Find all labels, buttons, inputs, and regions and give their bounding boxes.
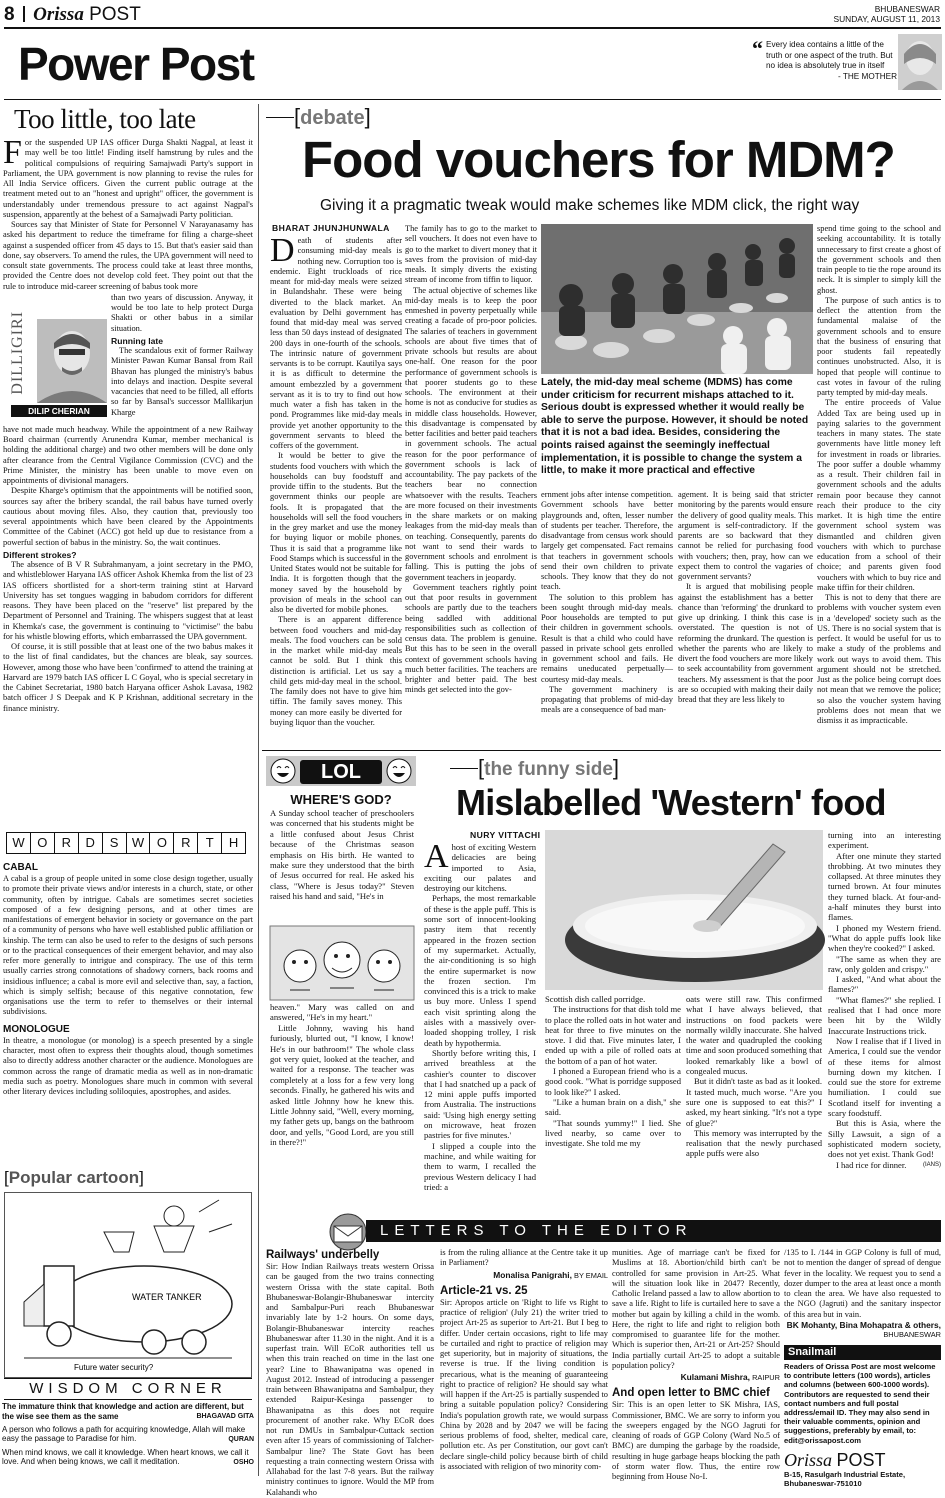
- term-monologue: MONOLOGUE: [3, 1023, 70, 1035]
- footer-logo: [784, 1450, 941, 1470]
- para: Of course, it is still possible that at least one of the two babus makes it to the list of final candidates, but the chances are bleak, say sources. However, among those who have been 'confirmed' to attend the training at Harvard are 1979 batch IAS officer L C Goyal, who is special secretary in the Cabinet Secretariat, 1980 batch Haryana officer Ashok Lavasa, 1982 batch officer J S Deepak and K P Krishnan, additional secretary in the finance ministry.: [3, 642, 253, 713]
- cartoon-image: [4, 1192, 252, 1378]
- para: The solution to this problem has been sought through mid-day meals. Poor households are tempted to put their children in government schools. Result is that a child who could have passed in private school gets enrolled in government school and fails. He remains uneducated perpetually—courtesy mid-day meals.: [541, 592, 673, 684]
- para: The instructions for that dish told me to place the rolled oats in hot water and heat for three to five minutes on the stove. I did that. Five minutes later, I ended up with a pile of rolled oats at the bottom of a pan of hot water.: [545, 1004, 681, 1066]
- quote-box: [752, 38, 897, 90]
- para: have not made much headway. While the appointment of a new Railway Board chairman (currently Arunendra Kumar, member mechanical is holding the additional charge) and two other members will be done only after clearance from the Central Vigilance Commission (CVC) and the Prime Minister, the ministry has been unable to move even on appointments of divisional managers.: [3, 424, 253, 485]
- para: But it didn't taste as bad as it looked. It tasted much, much worse. "Are you sure one is supposed to eat this?" I asked, my heart sinking. "It's not a type of glue?": [686, 1076, 822, 1128]
- left-column-title: Too little, too late: [14, 104, 196, 134]
- drop-cap: A: [424, 838, 449, 875]
- photo-caption: Lately, the mid-day meal scheme (MDMS) has come under criticism for recurrent mishaps attached to it. Serious doubt is expressed whether it would really be able to serve the purpose. However, it should be noted that it is not a bad idea. Besides, considering the points raised against the seemingly ineffectual implementation, it is possible to change the system a little, to make it more practical and effective: [541, 377, 809, 477]
- drop-cap: F: [3, 134, 22, 171]
- letters-banner: LETTERS TO THE EDITOR: [366, 1220, 941, 1242]
- para: agement. It is being said that stricter monitoring by the parents would ensure the delivery of good quality meals. This argument is self-contradictory. If the parents are so backward that they cannot be relied for purchasing food with vouchers; then, pray, how can we expect them to control the vagaries of government servants?: [678, 490, 813, 581]
- funny-tag: [the funny side]: [450, 755, 619, 783]
- para: I phoned my Western friend. "What do apple puffs look like when they're cooked?" I asked.: [828, 922, 941, 954]
- snailmail-email[interactable]: edit@orissapost.com: [784, 1435, 862, 1445]
- letter-headline: Article-21 vs. 25: [440, 1284, 528, 1297]
- lol-illustration: [270, 926, 414, 1000]
- para: is from the ruling alliance at the Centre take it up in Parliament?: [440, 1248, 608, 1268]
- wisdom-quote: A person who follows a path for acquiring knowledge, Allah will make easy the passage to Paradise for him.: [2, 1424, 246, 1444]
- cartoon-title-text: Popular cartoon: [8, 1168, 140, 1187]
- para: But this is Asia, where the Silly Lawsuit, a sign of a sophisticated modern society, does not yet exist. Thank God!: [828, 1118, 941, 1160]
- wordsworth-letter: O: [31, 833, 55, 853]
- para: The absence of B V R Subrahmanyam, a joint secretary in the PMO, and whistleblower Haryana IAS officer Ashok Khemka from the list of 23 IAS officers shortlisted for a short-term training stint at Harvard University has set tongues wagging in babudom corridors for different reasons. They have been placed on the "reserve" list prepared by the Department of Personnel and Training. The whispers suggest that at least in Khemka's case, the government is continuing to "victimise" the babu for his whistle blowing efforts, which embarrassed the UPA government.: [3, 560, 253, 641]
- funny-col-1: [424, 838, 536, 1214]
- para: After one minute they started throbbing. At two minutes they collapsed. At three minutes they turned brown. At four minutes they turned black. At four-and-a-half minutes they burst into flames.: [828, 850, 941, 923]
- letter-headline: Railways' underbelly: [266, 1249, 380, 1261]
- wisdom-quote: The immature think that knowledge and action are different, but the wise see them as the same: [2, 1402, 244, 1421]
- letter-col-4: [784, 1248, 941, 1489]
- wisdom-title: WISDOM CORNER: [4, 1378, 252, 1400]
- funny-headline: Mislabelled 'Western' food: [456, 782, 886, 823]
- debate-author: BHARAT JHUNJHUNWALA: [272, 223, 390, 233]
- laughing-face-icon: [270, 758, 296, 784]
- brand-orissa: Orissa: [33, 4, 84, 25]
- wordsworth-letter: T: [198, 833, 222, 853]
- lol-badge: LOL: [300, 760, 382, 784]
- para: The scandalous exit of former Railway Minister Pawan Kumar Bansal from Rail Bhavan has plunged the ministry's babus into delays and inaction. Despite several vacancies that need to be filled, all efforts so far by Bansal's successor Mallikarjun Kharge: [111, 346, 253, 417]
- debate-col-5: [817, 224, 941, 746]
- letter-signature: Monalisa Panigrahi,: [493, 1269, 572, 1280]
- wordsworth-banner: [6, 832, 246, 854]
- funny-col-3: [686, 994, 822, 1214]
- cartoon-caption: Future water security?: [74, 1363, 154, 1372]
- para: Government teachers rightly point out that poor results in government schools are partly due to the teachers being saddled with additional responsibilities such as collection of census data. The problem is genuine. But this has to be seen in the overall context of government schools having much better facilities. The teachers are brighter and better paid. The best minds get selected into the gov-: [405, 582, 537, 695]
- para: /135 to I. /144 in GGP Colony is full of mud, not to mention the danger of spread of dengue fever in the locality. We request you to send a dozer dumper to the area at least once a month to clean the area. We have also requested to the NGO (Jagruti) and the sanitary inspector of this area but in vain.: [784, 1248, 941, 1319]
- para: Little Johnny, waving his hand furiously, blurted out, "I know, I know! He's in our bathroom!" The whole class got very quiet, looked at the teacher, and waited for a response. The teacher was completely at a loss for a few very long seconds. Finally, he gathered his wits and asked little Johnny how he knew this. Little Johnny said, "Well, every morning, my father gets up, bangs on the bathroom door, and yells, "Good Lord, are you still in there?!": [270, 1022, 414, 1148]
- footer-brand-post: POST: [836, 1449, 886, 1470]
- column-divider: [258, 104, 259, 1476]
- author-portrait: [37, 319, 107, 403]
- wordsworth-letter: D: [79, 833, 103, 853]
- term-cabal: CABAL: [3, 862, 38, 873]
- footer-address-1: B-15, Rasulgarh Industrial Estate,: [784, 1469, 906, 1479]
- para: oats were still raw. This confirmed what I have always believed, that instructions on food packets were normally wildly inaccurate. She halved the water and quadrupled the cooking time and soon produced something that looked remarkably like a bowl of congealed mucus.: [686, 994, 822, 1077]
- debate-tag: [debate]: [266, 104, 371, 131]
- para: turning into an interesting experiment.: [828, 830, 941, 851]
- page-number: 8: [4, 4, 15, 25]
- debate-col-4: [678, 490, 813, 746]
- quote-mark-icon: “: [752, 36, 763, 61]
- para: The government machinery is propagating that problems of mid-day meals are a consequence of bad man-: [541, 684, 673, 715]
- brand-post: POST: [89, 4, 141, 25]
- para: The purpose of such antics is to deflect the attention from the fundamental malaise of the government schools and to ensure that the business of ensuring that poor students fail repeatedly continues unobstructed. Also, it is hoped that people will continue to cast votes in favour of the ruling party tempted by mid-day meals.: [817, 295, 941, 397]
- para: Sir: How Indian Railways treats western Orissa can be gauged from the two trains connecting western Orissa with the state capital. Both Bhubaneswar-Bolangir-Bhubaneswar intercity and Sambalpur-Puri reach Bhubaneswar invariably late by 1-2 hours. On some days, Bolangir-Bhubaneswar intercity reaches Bhubaneswar after 11.30 in the night. And it is a superfast train. Will ECoR authorities tell us when this train reached on time in the last one year? Line to Bhawanipatna was opened in August 2012. Instead of introducing a passenger train between Bhawanipatna and Sambalpur, they extended Raipur-Kesinga passenger to Bhawanipatna as this does not require procurement of another rake. Why ECoR does not run DMUs in Sambalpur-Cuttack section even after 15 years of commissioning of Talcher-Sambalpur line? The State Govt has been requesting a train connecting western Orissa with Allahabad for the last 7-8 years. But the railway ministry continues to ignore. Would the MP from Kalahandi who: [266, 1262, 434, 1497]
- para: This memory was interrupted by the realisation that the newly purchased apple puffs were also: [686, 1127, 822, 1159]
- letter-signature: BK Mohanty, Bina Mohapatra & others,: [786, 1319, 941, 1330]
- para: A cabal is a group of people united in some close design together, usually to promote their private views and/or interests in a church, state, or other community, often by intrigue. Cabals are sometimes secret societies composed of a few designing persons, and at other times are manifestations of emergent behavior in society or governance on the part of a community of persons who have well established public affiliation or kinship. The term can also be used to refer to the designs of such persons or to the practical consequences of their emergent behavior, and may also refer more generally to intrigue and conspiracy. The use of this term usually carries strong connotations of shadowy corners, back rooms and insidious influence; a cabal is more evil and selective than, say, a faction, which is simply selfish; because of this negative connotation, few organisations use the term to refer to themselves or their internal subdivisions.: [3, 874, 253, 1017]
- debate-col-2: [405, 224, 537, 746]
- debate-tag-text: debate: [300, 107, 365, 129]
- footer-address-2: Bhubaneswar-751010: [784, 1479, 862, 1489]
- date: SUNDAY, AUGUST 11, 2013: [833, 14, 940, 24]
- mid-day-meal-photo: [541, 224, 813, 374]
- funny-col-4: [828, 830, 941, 1214]
- para: I had rice for dinner.: [836, 1159, 907, 1170]
- para: Sir: Apropos article on 'Right to life vs Right to practice of religion' (July 21) the writer tried to project Art-25 as superior to Art-21. But I beg to differ. Under certain occasions, right to life may be curtailed and right to practice of religion may get superiority, but in majority of situations, the reverse is true. If the living condition is precarious, what is the meaning of guaranteeing right to practice of religion? He should say what will happen if the Art-25 is partially suspended to bring a suitable population policy? Considering India's population growth rate, we would surpass China by 2028 and by 2047 we will be facing serious problems of food, shelter, medical care, pollution etc. As per Constitution, our govt can't declare single-child policy because birth of child is associated with religion of two minority com-: [440, 1297, 608, 1471]
- para: In theatre, a monologue (or monolog) is a speech presented by a single character, most often to express their thoughts aloud, though sometimes also to directly address another character or the audience. Monologues are common across the range of dramatic media as well as in non-dramatic media such as poetry. Monologues share much in common with several other literary devices including soliloquies, apostrophes, and asides.: [3, 1035, 253, 1097]
- mother-portrait: [898, 34, 942, 90]
- para: Sir: This is an open letter to SK Mishra, IAS, Commissioner, BMC. We are sorry to inform you the sweepers engaged by the NGO Jagruti for cleaning of roads of GGP Colony (Ward No.5 of BMC) are dumping the garbage by the roadside, resulting in huge garbage heaps blocking the path of storm water flow. Thus, the entire row beginning from House No-I.: [612, 1400, 780, 1481]
- debate-deck: Giving it a pragmatic tweak would make schemes like MDM click, the right way: [320, 197, 860, 214]
- masthead-strip: [4, 4, 204, 26]
- debate-col-3: [541, 490, 673, 746]
- funny-col-2: [545, 994, 681, 1214]
- wordsworth-letter: W: [127, 833, 151, 853]
- apple-puff-photo: [545, 830, 823, 990]
- letter-origin: BY EMAIL: [574, 1270, 608, 1280]
- lol-title: WHERE'S GOD?: [290, 792, 392, 807]
- quote-author: - THE MOTHER: [838, 71, 897, 81]
- section-title: Power Post: [18, 38, 254, 90]
- drop-cap: D: [270, 232, 295, 269]
- letter-headline: And open letter to BMC chief: [612, 1387, 770, 1400]
- para: eath of students after consuming mid-day meals is nothing new. Corruption too is endemic. Eight truckloads of rice meant for mid-day meals were seized in Bulandshahr. These were being diverted to the black market. An evaluation by Delhi government has found that mid-day meal was served less than 50 days instead of designated 200 days in one-fourth of the schools. The intrinsic nature of government servants is to be corrupt. Kautilya says it is as difficult to determine the amount embezzled by a government servant as it is to try to find out how much water a fish has taken in the pond. Programmes like mid-day meals provide yet another opportunity to the government servants to bleed the coffers of the government.: [270, 236, 402, 450]
- wisdom-source: OSHO: [233, 1458, 254, 1466]
- para: Sources say that Minister of State for Personnel V Narayanasamy has asked his department to reduce the timeframe for filing a charge-sheet against a suspended officer from 45 days to 15. But that's easier said than done, say observers. To amend the rules, the UPA government will need to consult state governments. The process could take at least three months, provided the Centre does not develop cold feet. They point out that the rule to introduce mid-career screening of babus took more: [3, 220, 253, 291]
- para: I phoned a European friend who is a good cook. "What is porridge supposed to look like?" I asked.: [545, 1066, 681, 1097]
- para: or the suspended UP IAS officer Durga Shakti Nagpal, at least it may well be too little! Finding itself hamstrung by rules and the political compulsions of requiring Samajwadi Party's support in Parliament, the UPA government is now planning to revise the rules for All India Service officers. Given the current public outrage at the treatment meted out to an "honest and upright" officer, the government is understandably under tremendous pressure to act against Nagpal's suspension, apparently at the behest of a Samajwadi Party politician.: [3, 138, 253, 219]
- tanker-label: WATER TANKER: [132, 1292, 202, 1302]
- subhead-running-late: Running late: [111, 335, 164, 346]
- wordsworth-letter: W: [7, 833, 31, 853]
- para: munities. Age of marriage can't be fixed for Muslims at 18. Abortion/child birth can't be controlled for same provision in Art-25. What will the situation look like in 2047? Recently, Catholic Ireland passed a law to allow abortion to save a life. Right to life is curtailed here to save a mother but again by killing a child in the womb. Here, the right to life and right to religion both compromised to guarantee life for the mother. Which is superior then, Art-21 or Art-25? Should India partially curtail Art-25 to adopt a suitable population policy?: [612, 1248, 780, 1370]
- lol-box: [266, 756, 416, 1214]
- para: Shortly before writing this, I arrived breathless at the cashier's counter to discover that I had snatched up a pack of 12 mini apple puffs imported from Australia. The instructions said: 'Using high energy setting on microwave, heat frozen pastries for five minutes.': [424, 1047, 536, 1141]
- para: ernment jobs after intense competition. Government schools have better playgrounds and, often, lesser number of students per teacher. Therefore, the disadvantage from census work should largely get compensated. Fact remains that teachers in government schools send their own children to private schools. They know that they do not teach.: [541, 490, 673, 592]
- cartoon-title: [Popular cartoon]: [4, 1168, 144, 1187]
- para: The actual objective of schemes like mid-day meals is to keep the poor enmeshed in poverty perpetually while creating a facade of pro-poor policies. The salaries of teachers in government schools are about five times that of private schools but results are about one-half. One reason for the poor performance of government schools is that poorer students go to these schools. The environment at their home is not as conducive for studies as in middle class households. However, this disadvantage is compensated by better facilities and better paid teachers in government schools. The actual reason for the poor performance of government schools is lack of accountability. The pay packets of the teachers bear no connection whatsoever with the results. Teachers are more focused on their investments in the share markets or on making leakages from the mid-day meals than on teaching. Consequently, parents do not want to send their wards to government schools and enrolment is falling. This is putting the jobs of government teachers in jeopardy.: [405, 285, 537, 582]
- wordsworth-letter: H: [228, 835, 239, 850]
- letter-origin: RAIPUR: [752, 1373, 780, 1382]
- dateline: [720, 4, 940, 24]
- para: It would be better to give the students food vouchers with which the households can buy foodstuff and provide tiffin to the students. But the government thinks our people are fools. It is propagated that the households will sell the food vouchers in the grey market and use the money for buying liquor or mobile phones. Thus it is said that a programme like Food Stamps which is successful in the United States would not be suitable for India. It is forgotten though that the money saved by the household by provision of meals in the school can also be diverted for mobile phones.: [270, 451, 402, 614]
- para: Perhaps, the most remarkable of these is the apple puff. This is some sort of innocent-looking pastry item that recently appeared in the frozen section of my supermarket. Actually, the air-conditioning is so high the entire supermarket is now the frozen section. I'm convinced this is a trick to make us buy more. Unless I spend each visit sprinting along the aisles with a massively over-loaded shopping trolley, I risk death by hypothermia.: [424, 893, 536, 1048]
- para: The entire proceeds of Value Added Tax are being used up in paying salaries to the government teachers in many states. The state governments have little money left for investment in roads or libraries. The poor suffer a double whammy as a result. Their children fail in government schools and the adults remain poor because they cannot reach their produce to the city market. It is high time the entire government school system was dismantled and children given vouchers with which to purchase education from a school of their choice; and parents given food vouchers with which to buy rice and make tiffin for their children.: [817, 398, 941, 592]
- para: Despite Kharge's optimism that the appointments will be notified soon, sources say after the bribery scandal, the rail babus have turned overly cautious about moving files. Also, they caution that, previously too several appointments which have been cleared by the Appointments Committee of the Cabinet (ACC) got held up due to resistance from a powerful section of babus in the ministry. So, the wait continues.: [3, 486, 253, 547]
- funny-tag-text: the funny side: [484, 759, 613, 780]
- top-rule: [4, 27, 941, 29]
- wisdom-content: [2, 1402, 254, 1467]
- wordsworth-letter: O: [150, 833, 174, 853]
- debate-bottom-rule: [262, 750, 941, 751]
- dilligiri-column: [3, 134, 253, 820]
- snailmail-text: Readers of Orissa Post are most welcome to contribute letters (100 words), articles and columns (between 600-1000 words). Contributors are requested to send their contact numbers and full postal address/email ID. They may also send in their valuable comments, opinion and suggestions, preferably by email, to:: [784, 1362, 936, 1436]
- para: "What flames?" she replied. I realised that I had once more been hit by the Wildly Inaccurate Instructions trick.: [828, 994, 941, 1036]
- para: The family has to go to the market to sell vouchers. It does not even have to go to the market to divert money that it saves from the provision of mid-day meals. It simply diverts the existing stream of income from tiffin to liquor.: [405, 224, 537, 285]
- letter-col-2: [440, 1248, 608, 1480]
- para: "The same as when they are raw, only golden and crispy.": [828, 953, 941, 974]
- author-name: DILIP CHERIAN: [11, 405, 107, 417]
- para: It is argued that mobilising people against the establishment has a better chance than 'reforming' the drunkard to give up drinking. I think this case is overstated. The question is not of reforming the drunkard. The question is whether the parents who are likely to divert the food vouchers are more likely to seek accountability from government teachers. My assessment is that the poor are so occupied with making their daily bread that they are less likely to: [678, 582, 813, 704]
- para: There is an apparent difference between food vouchers and mid-day meals. The food vouchers can be sold in the market while mid-day meals cannot be sold. But I think this distinction is artificial. Let us say a child gets mid-day meal in the school. The family does not have to give him tiffin. The family saves money. This money can more easily be diverted for buying liquor than the voucher.: [270, 615, 402, 727]
- para: Scottish dish called porridge.: [545, 994, 646, 1004]
- wordsworth-letter: R: [174, 833, 198, 853]
- para: I slipped a couple into the machine, and while waiting for them to warm, I recalled the previous Western delicacy I had tried: a: [424, 1140, 536, 1192]
- wordsworth-letter: R: [55, 833, 79, 853]
- para: "That sounds yummy!" I lied. She lived nearby, so came over to investigate. She told me my: [545, 1117, 681, 1149]
- city: BHUBANESWAR: [874, 4, 940, 14]
- letter-signature: Kulamani Mishra,: [680, 1372, 750, 1382]
- wisdom-source: QURAN: [228, 1435, 254, 1443]
- para: spend time going to the school and seeking accountability. It is totally unnecessary to first create a ghost of the government schools and then train people to tie the rope around its neck. It is simpler to simply kill the ghost.: [817, 224, 941, 295]
- footer-brand-orissa: Orissa: [784, 1449, 833, 1470]
- para: heaven." Mary was called on and answered, "He's in my heart.": [270, 1002, 414, 1023]
- section-rule: [4, 99, 941, 100]
- letter-origin: BHUBANESWAR: [883, 1330, 941, 1339]
- wordsworth-letter: S: [103, 833, 127, 853]
- letter-col-3: [612, 1248, 780, 1480]
- funny-author: NURY VITTACHI: [470, 830, 541, 840]
- para: I asked, "And what about the flames?": [828, 974, 941, 995]
- para: "Like a human brain on a dish," she said.: [545, 1096, 681, 1118]
- quote-text: Every idea contains a little of the truth or one aspect of the truth. But no idea is absolutely true in itself: [766, 40, 893, 70]
- debate-col-1: [270, 232, 402, 746]
- para: A Sunday school teacher of preschoolers was concerned that his students might be a little confused about Jesus Christ because of the Christmas season emphasis on His birth. He wanted to make sure they understood that the birth of Jesus occurred for real. He asked his class, "Where is Jesus today?" Steven raised his hand and said, "He's in: [270, 808, 414, 902]
- laughing-face-icon: [386, 758, 412, 784]
- wisdom-quote: When mind knows, we call it knowledge. When heart knows, we call it love. And when being knows, we call it meditation.: [2, 1447, 249, 1467]
- subhead-different-strokes: Different strokes?: [3, 549, 77, 560]
- para: Now I realise that if I lived in America, I could sue the vendor of these items for almost burning down my kitchen. I could sue the store for extreme humiliation. I could sue Scotland itself for inventing a scary foodstuff.: [828, 1035, 941, 1119]
- para: This is not to deny that there are problems with voucher system even in a 'developed' society such as the US. There is no social system that is perfect. It would be useful for us to make a study of the problems and work out ways to avoid them. This argument should not be stretched. Just as the police being corrupt does not mean that we remove the police; so also the voucher system having problems does not mean that we dismiss it as impracticable.: [817, 593, 941, 725]
- para: host of exciting Western delicacies are being imported to Asia, exciting our palates and destroying our kitchens.: [424, 842, 536, 894]
- para: than two years of discussion. Anyway, it would be too late to help protect Durga Shakti or other babus in a similar situation.: [111, 292, 253, 333]
- wordsworth-content: [3, 860, 253, 1160]
- credit: (IANS): [923, 1161, 941, 1168]
- envelope-icon: [328, 1212, 368, 1252]
- column-tag: DILLIGIRI: [9, 310, 27, 395]
- debate-headline: Food vouchers for MDM?: [302, 131, 895, 188]
- snailmail-title: Snailmail: [784, 1345, 941, 1360]
- letter-col-1: [266, 1248, 434, 1497]
- wisdom-source: BHAGAVAD GITA: [196, 1413, 254, 1421]
